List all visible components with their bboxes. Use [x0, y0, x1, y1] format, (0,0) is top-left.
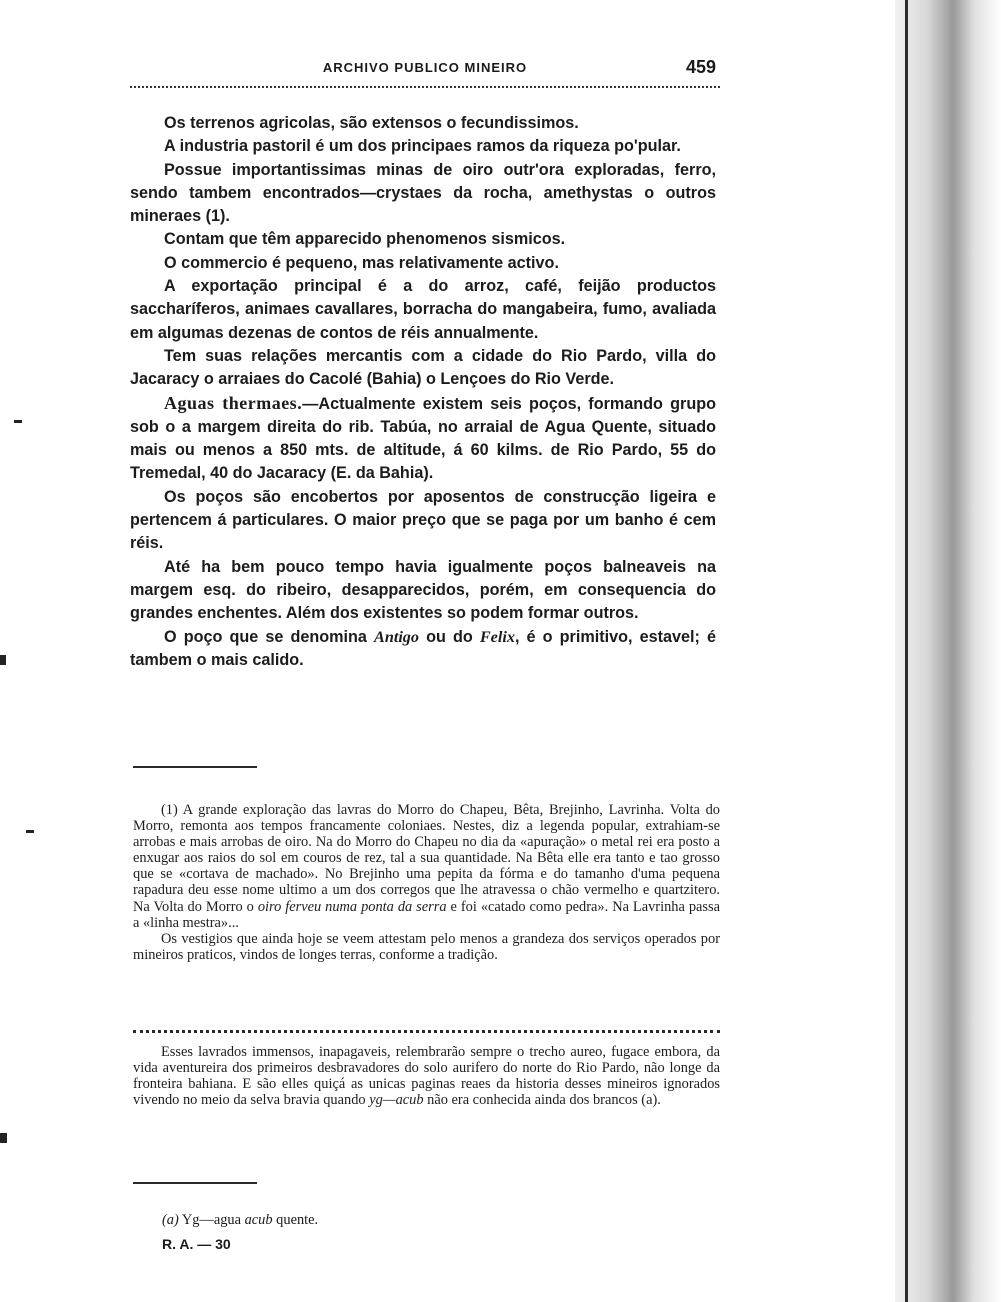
- text-run-italic: yg—acub: [369, 1092, 424, 1109]
- paragraph: A exportação principal é a do arroz, café, feijão productos saccharíferos, animaes cavallares, borracha do mangabeira, fumo, avaliada em algumas dezenas de contos de réis annualmente.: [130, 277, 716, 342]
- note-paragraph: [133, 802, 720, 931]
- text-run: O poço que se denomina: [164, 627, 375, 646]
- margin-mark: [26, 830, 34, 833]
- margin-mark: [0, 655, 6, 665]
- footnote: [162, 1212, 318, 1229]
- note-paragraph: [133, 1044, 720, 1108]
- text-run: ou do: [419, 627, 480, 646]
- text-run: quente.: [272, 1212, 319, 1228]
- paragraph: Os terrenos agricolas, são extensos o fecundissimos.: [164, 114, 579, 132]
- header-rule: [130, 86, 720, 88]
- paragraph: Até ha bem pouco tempo havia igualmente poços balneaveis na margem esq. do ribeiro, desapparecidos, porém, em consequencia do grandes enchentes. Além dos existentes so podem formar outros.: [130, 557, 716, 623]
- section-heading: Aguas thermaes.: [164, 392, 303, 413]
- paragraph-text: —Actualmente existem seis poços, formando grupo sob o a margem direita do rib. Tabúa, no arraial de Agua Quente, situado mais ou menos a 850 mts. de altitude, á 60 kilms. de Rio Pardo, 55 do Tremedal, 40 do Jacaracy (E. da Bahia).: [130, 394, 716, 483]
- dotted-separator: [133, 1030, 720, 1033]
- signature-mark: R. A. — 30: [162, 1236, 231, 1252]
- text-run: não era conhecida ainda dos brancos (a).: [423, 1092, 661, 1109]
- paragraph: O commercio é pequeno, mas relativamente activo.: [164, 253, 559, 272]
- text-run-italic: oiro ferveu numa ponta da serra: [257, 898, 447, 915]
- paragraph: A industria pastoril é um dos principaes ramos da riqueza po'pular.: [164, 137, 681, 156]
- paragraph: Os poços são encobertos por aposentos de construcção ligeira e pertencem á particulares. O maior preço que se paga por um banho é cem réis.: [130, 487, 716, 553]
- text-run: Yg—agua: [178, 1212, 245, 1228]
- footnote-separator: [133, 1182, 257, 1184]
- paragraph: Possue importantissimas minas de oiro outr'ora exploradas, ferro, sendo tambem encontrados—crystaes da rocha, amethystas o outros mineraes (1).: [130, 160, 716, 226]
- text-run-italic: Felix: [479, 627, 515, 646]
- scan-binding-line: [905, 0, 908, 1302]
- margin-mark: [0, 1133, 7, 1143]
- page-header: [130, 58, 720, 82]
- page-number: 459: [685, 57, 716, 77]
- running-title: ARCHIVO PUBLICO MINEIRO: [322, 60, 528, 75]
- text-run-italic: acub: [244, 1212, 273, 1228]
- text-run: (1) A grande exploração das lavras do Morro do Chapeu, Bêta, Brejinho, Lavrinha. Volta do Morro, remonta aos tempos francamente coloniaes. Nestes, diz a legenda popular, extrahiam-se arrobas e mais arrobas de oiro. Na do Morro do Chapeu no dia da «apuração» o metal rei era posto a enxugar aos raios do sol em couros de rez, tal a sua quantidade. Na Bêta elle era tanto e tao grosso que se «cortava de machado». No Brejinho uma pepita da fórma e do tamanho d'uma pequena rapadura deu esse nome ultimo a um dos corregos que lhe atravessa o chão vermelho e quartzitero. Na Volta do Morro o: [133, 802, 720, 915]
- notes-block: [133, 802, 720, 963]
- text-run: , é o primitivo, estavel; é tambem o mais calido.: [130, 627, 717, 669]
- notes-block-continued: [133, 1044, 720, 1108]
- text-run: e foi «catado como pedra». Na Lavrinha passa a «linha mestra»...: [133, 898, 721, 931]
- text-run-italic: Antigo: [374, 627, 419, 646]
- scan-edge: [895, 0, 1001, 1302]
- footnote-label: (a): [162, 1212, 179, 1228]
- margin-mark: [14, 420, 22, 423]
- paragraph: [130, 626, 716, 673]
- paragraph: Tem suas relações mercantis com a cidade do Rio Pardo, villa do Jacaracy o arraiaes do Cacolé (Bahia) o Lençoes do Rio Verde.: [130, 346, 716, 389]
- paragraph: Contam que têm apparecido phenomenos sismicos.: [164, 230, 566, 249]
- notes-separator: [133, 766, 257, 768]
- main-text: [130, 112, 716, 672]
- note-paragraph: Os vestigios que ainda hoje se veem attestam pelo menos a grandeza dos serviços operados por mineiros praticos, vindos de longes terras, conforme a tradição.: [133, 930, 720, 963]
- paragraph: [130, 392, 716, 486]
- text-run: Esses lavrados immensos, inapagaveis, relembrarão sempre o trecho aureo, fugace embora, da vida aventureira dos primeiros desbravadores do solo aurifero do norte do Rio Pardo, não longe da fronteira bahiana. E são elles quiçá as unicas paginas reaes da historia desses mineiros ignorados vivendo no meio da selva bravia quando: [133, 1044, 720, 1109]
